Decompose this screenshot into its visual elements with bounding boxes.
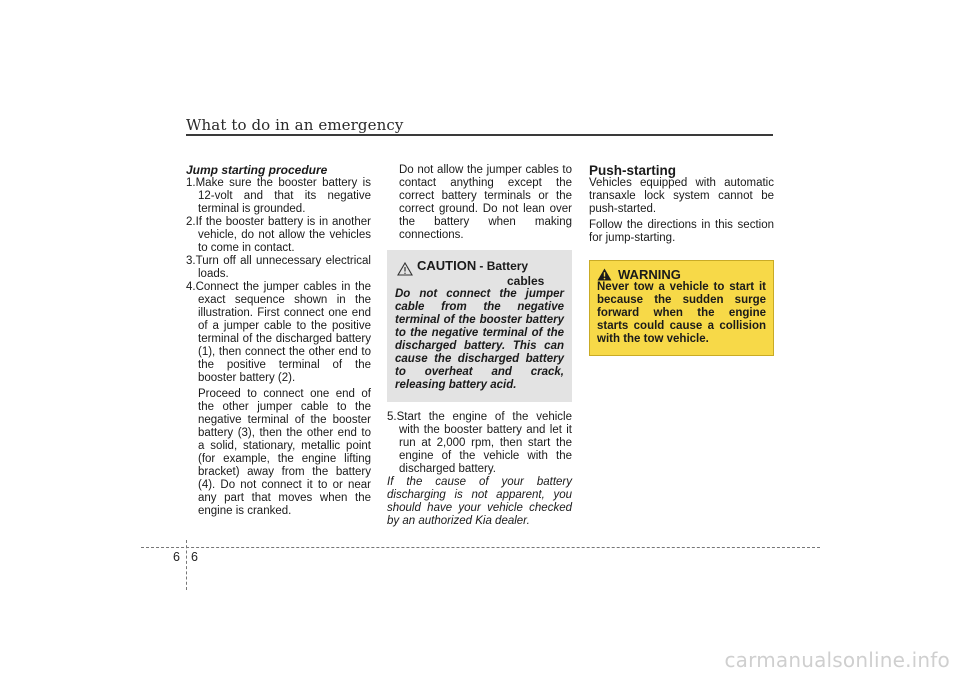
push-start-paragraph-2: Follow the directions in this section for jump-starting. <box>589 219 774 244</box>
warning-box <box>589 260 774 356</box>
header-rule <box>186 134 773 136</box>
warning-text: Never tow a vehicle to start it because the sudden surge forward when the engine starts could cause a collision with the tow vehicle. <box>597 281 766 345</box>
step-1: 1.Make sure the booster battery is 12-volt and that its negative terminal is grounded. <box>186 177 371 215</box>
dealer-note: If the cause of your battery discharging is not apparent, you should have your vehicle checked by an authorized Kia dealer. <box>387 476 572 527</box>
caution-triangle-icon <box>397 262 413 276</box>
warning-word: WARNING <box>618 267 681 282</box>
column-jump-start <box>186 164 371 518</box>
column-push-starting <box>589 164 774 356</box>
caution-box <box>387 250 572 402</box>
step-4: 4.Connect the jumper cables in the exact sequence shown in the illustration. First connect one end of a jumper cable to the positive terminal of the discharged battery (1), then connect the other end to the positive terminal of the booster battery (2). <box>186 281 371 384</box>
caution-header <box>395 259 564 288</box>
column-jump-continued <box>387 164 572 528</box>
watermark: carmanualsonline.info <box>724 648 950 672</box>
caution-subject: - Battery <box>479 259 529 273</box>
chapter-number: 6 <box>173 550 180 564</box>
caution-text: Do not connect the jumper cable from the negative terminal of the booster battery to the negative terminal of the discharged battery. This can cause the discharged battery to overheat and crack, releasing battery acid. <box>395 288 564 391</box>
jump-start-heading: Jump starting procedure <box>186 163 328 177</box>
step-3: 3.Turn off all unnecessary electrical loads. <box>186 255 371 280</box>
warning-header <box>597 268 766 281</box>
warning-triangle-icon <box>597 268 612 281</box>
step-4-continued: Proceed to connect one end of the other jumper cable to the negative terminal of the booster battery (3), then the other end to a solid, stationary, metallic point (for example, the engine lifting bracket) away from the battery (4). Do not connect it to or near any part that moves when the engine is cranked. <box>198 388 371 517</box>
caution-word: CAUTION <box>417 258 477 273</box>
page-header-title: What to do in an emergency <box>186 116 404 134</box>
page-number-divider <box>186 540 187 590</box>
step-2: 2.If the booster battery is in another vehicle, do not allow the vehicles to come in contact. <box>186 216 371 254</box>
push-starting-title: Push-starting <box>589 163 677 178</box>
caution-subject-line2: cables <box>507 274 545 288</box>
footer-rule <box>141 547 820 548</box>
page-number: 6 <box>191 550 198 564</box>
step-5: 5.Start the engine of the vehicle with the booster battery and let it run at 2,000 rpm, then start the engine of the vehicle with the discharged battery. <box>387 411 572 475</box>
cables-contact-paragraph: Do not allow the jumper cables to contact anything except the correct battery terminals or the correct ground. Do not lean over the battery when making connections. <box>399 164 572 241</box>
push-start-paragraph-1: Vehicles equipped with automatic transaxle lock system cannot be push-started. <box>589 177 774 215</box>
